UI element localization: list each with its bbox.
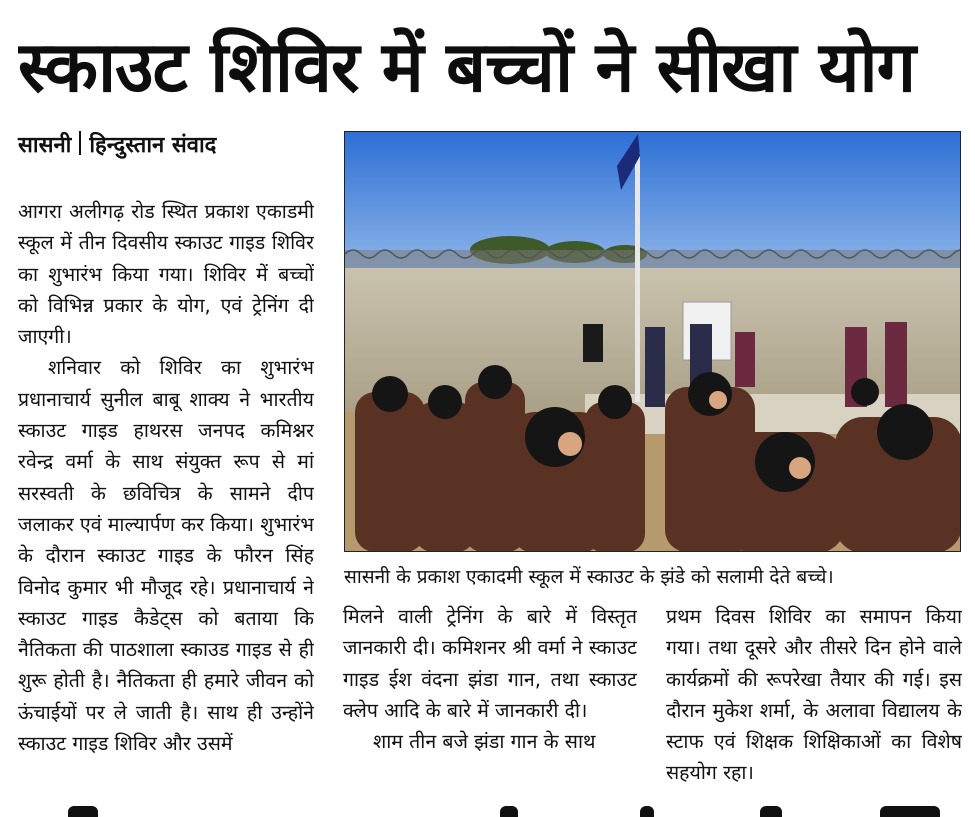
- byline-separator: [79, 131, 81, 155]
- column1-paragraph-1: आगरा अलीगढ़ रोड स्थित प्रकाश एकाडमी स्कूल में तीन दिवसीय स्काउट गाइड शिविर का शुभारंभ किया गया। शिविर में बच्चों को विभिन्न प्रकार के योग, एवं ट्रेनिंग दी जाएगी।: [18, 200, 314, 349]
- article-column-3: [666, 601, 962, 801]
- scout-flag-salute-photo: [345, 132, 961, 552]
- byline-source: हिन्दुस्तान संवाद: [89, 133, 217, 158]
- article-photo: [344, 131, 961, 552]
- column3-paragraph-1: प्रथम दिवस शिविर का समापन किया गया। तथा दूसरे और तीसरे दिन होने वाले कार्यक्रमों की रूपरेखा तैयार की गई। इस दौरान मुकेश शर्मा, के अलावा विद्यालय के स्टाफ एवं शिक्षक शिक्षिकाओं का विशेष सहयोग रहा।: [666, 605, 962, 785]
- column2-paragraph-2: शाम तीन बजे झंडा गान के साथ: [373, 730, 596, 754]
- byline-location: सासनी: [18, 133, 72, 158]
- photo-caption: सासनी के प्रकाश एकादमी स्कूल में स्काउट के झंडे को सलामी देते बच्चे।: [344, 566, 834, 588]
- article-headline: स्काउट शिविर में बच्चों ने सीखा योग: [18, 26, 916, 108]
- next-headline-fragment: [0, 806, 975, 817]
- column2-paragraph-1: मिलने वाली ट्रेनिंग के बारे में विस्तृत जानकारी दी। कमिशनर श्री वर्मा ने स्काउट गाइड ईश वंदना झंडा गान, तथा स्काउट क्लेप आदि के बारे में जानकारी दी।: [343, 605, 637, 722]
- column1-paragraph-2: शनिवार को शिविर का शुभारंभ प्रधानाचार्य सुनील बाबू शाक्य ने भारतीय स्काउट गाइड हाथरस जनपद कमिश्नर रवेन्द्र वर्मा के साथ संयुक्त रूप से मां सरस्वती के छविचित्र के सामने दीप जलाकर एवं माल्यार्पण कर किया। शुभारंभ के दौरान स्काउट गाइड के फौरन सिंह विनोद कुमार भी मौजूद रहे। प्रधानाचार्य ने स्काउट गाइड कैडेट्स को बताया कि नैतिकता की पाठशाला स्काउड गाइड से ही शुरू होती है। नैतिकता ही हमारे जीवन को ऊंचाईयों पर ले जाती है। साथ ही उन्होंने स्काउट गाइड शिविर और उसमें: [18, 356, 314, 756]
- article-byline: [18, 130, 216, 162]
- article-column-1: [18, 196, 314, 796]
- article-column-2: [343, 601, 637, 801]
